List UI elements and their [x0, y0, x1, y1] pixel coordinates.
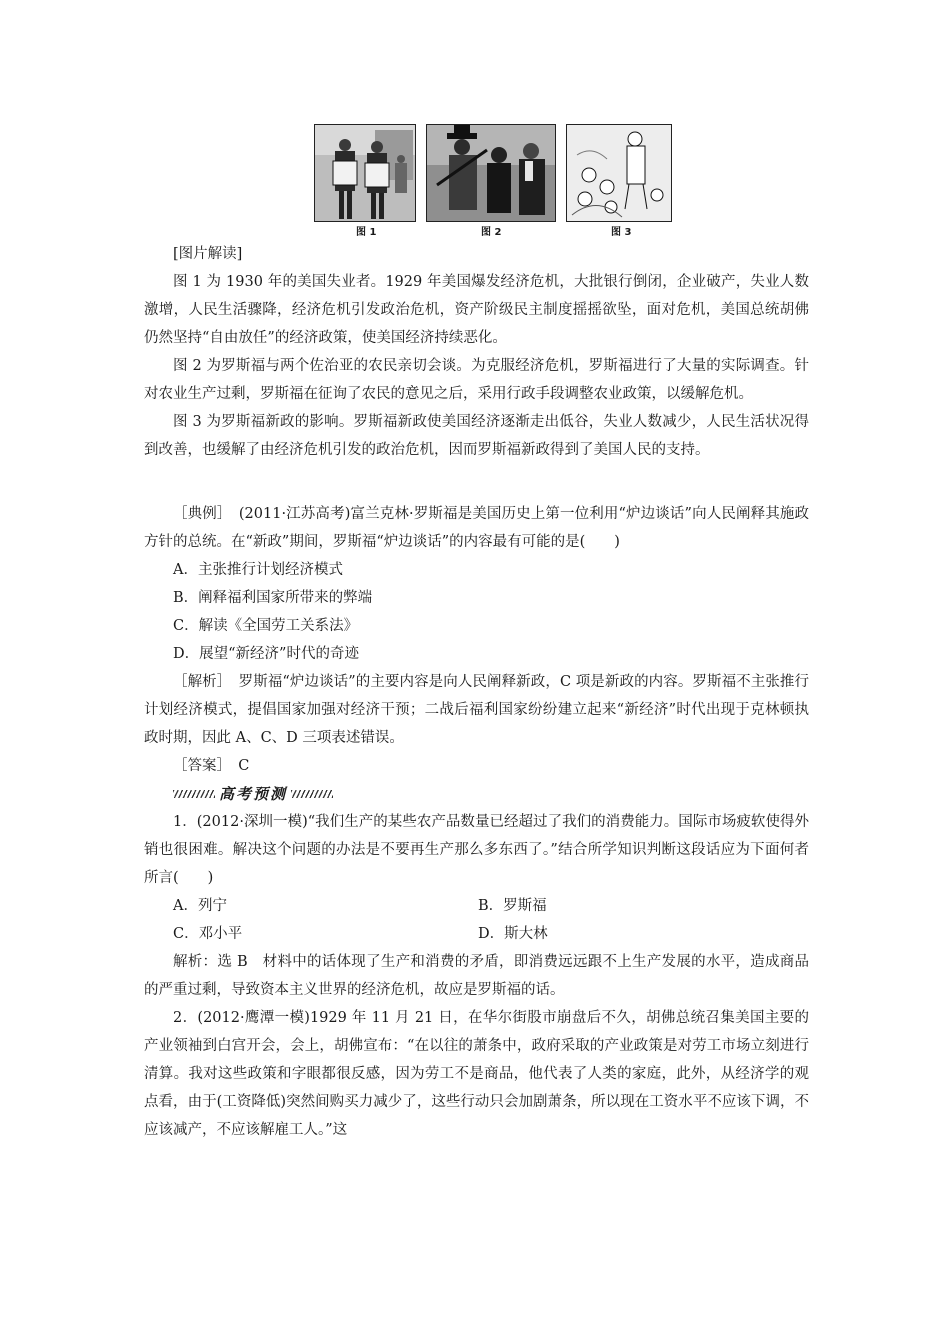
example-option-c: C．解读《全国劳工关系法》 [173, 618, 359, 634]
figure-2-image [427, 125, 555, 221]
question-1-option-b: B．罗斯福 [478, 898, 547, 914]
question-1-option-d: D．斯大林 [478, 926, 548, 942]
example-answer: ［答案］ C [173, 758, 250, 774]
question-1-options-row-2 [173, 920, 809, 948]
section-label: 高考预测 [219, 785, 288, 803]
question-1-analysis: 解析：选 B 材料中的话体现了生产和消费的矛盾，即消费远远跟不上生产发展的水平，造成商品的严重过剩，导致资本主义世界的经济危机，故应是罗斯福的话。 [144, 954, 809, 998]
figure-2-roosevelt-farmers-photo [426, 124, 556, 222]
figure-3-new-deal-cartoon [566, 124, 672, 222]
interpretation-figure-2: 图 2 为罗斯福与两个佐治亚的农民亲切会谈。为克服经济危机，罗斯福进行了大量的实际调查。针对农业生产过剩，罗斯福在征询了农民的意见之后，采用行政手段调整农业政策，以缓解危机。 [144, 358, 809, 402]
section-divider [173, 782, 809, 806]
figure-strip [314, 124, 674, 236]
example-option-a: A．主张推行计划经济模式 [173, 562, 343, 578]
interpretation-figure-3: 图 3 为罗斯福新政的影响。罗斯福新政使美国经济逐渐走出低谷，失业人数减少，人民生活状况得到改善，也缓解了由经济危机引发的政治危机，因而罗斯福新政得到了美国人民的支持。 [144, 414, 809, 458]
figure-3-image [567, 125, 671, 221]
figure-1-image [315, 125, 415, 221]
spacer [144, 464, 809, 500]
question-1-options-row-1 [173, 892, 809, 920]
example-option-b: B．阐释福利国家所带来的弊端 [173, 590, 373, 606]
figure-3-caption: 图 3 [611, 227, 632, 238]
question-1-option-a: A．列宁 [173, 898, 227, 914]
question-1-stem: 1．(2012·深圳一模)“我们生产的某些农产品数量已经超过了我们的消费能力。国际市场疲软使得外销也很困难。解决这个问题的办法是不要再生产那么多东西了。”结合所学知识判断这段话应为下面何者所言( ) [144, 814, 809, 886]
figure-2-caption: 图 2 [481, 227, 502, 238]
interpretation-heading: [图片解读] [173, 246, 243, 262]
example-option-d: D．展望“新经济”时代的奇迹 [173, 646, 359, 662]
question-2-stem: 2．(2012·鹰潭一模)1929 年 11 月 21 日，在华尔街股市崩盘后不久，胡佛总统召集美国主要的产业领袖到白宫开会，会上，胡佛宣布：“在以往的萧条中，政府采取的产业政策是对劳工市场立刻进行清算。我对这些政策和字眼都很反感，因为劳工不是商品，他代表了人类的家庭，此外，从经济学的观点看，由于(工资降低)突然间购买力减少了，这些行动只会加剧萧条，所以现在工资水平不应该下调，不应该减产，不应该解雇工人。”这 [144, 1010, 809, 1138]
divider-hatch-left [173, 790, 215, 798]
interpretation-figure-1: 图 1 为 1930 年的美国失业者。1929 年美国爆发经济危机，大批银行倒闭，企业破产，失业人数激增，人民生活骤降，经济危机引发政治危机，资产阶级民主制度摇摇欲坠，面对危机，美国总统胡佛仍然坚持“自由放任”的经济政策，使美国经济持续恶化。 [144, 274, 809, 346]
main-text [144, 240, 809, 1144]
figure-1-unemployed-men-photo [314, 124, 416, 222]
question-1-option-c: C．邓小平 [173, 926, 243, 942]
figure-1-caption: 图 1 [356, 227, 377, 238]
example-analysis: ［解析］ 罗斯福“炉边谈话”的主要内容是向人民阐释新政，C 项是新政的内容。罗斯福不主张推行计划经济模式，提倡国家加强对经济干预；二战后福利国家纷纷建立起来“新经济”时代出现于克林顿执政时期，因此 A、C、D 三项表述错误。 [144, 674, 809, 746]
example-question: ［典例］ (2011·江苏高考)富兰克林·罗斯福是美国历史上第一位利用“炉边谈话”向人民阐释其施政方针的总统。在“新政”期间，罗斯福“炉边谈话”的内容最有可能的是( ) [144, 506, 809, 550]
divider-hatch-right [291, 790, 333, 798]
